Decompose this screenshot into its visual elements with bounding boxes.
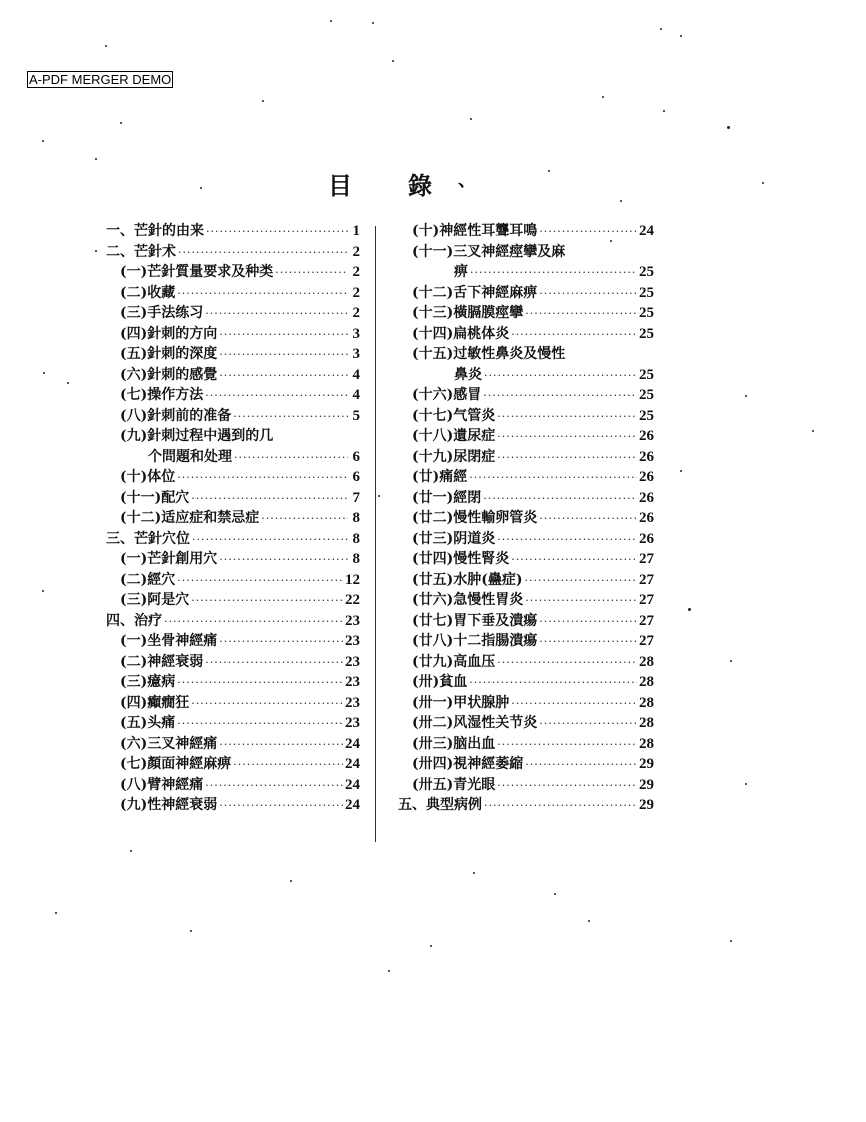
toc-entry-page: 6 — [352, 448, 360, 465]
toc-entry-label: 四、治疗 — [106, 612, 162, 629]
toc-leader-dots — [525, 594, 637, 607]
toc-entry-page: 28 — [639, 653, 654, 670]
toc-leader-dots — [275, 266, 348, 279]
toc-entry-label: (二)神經衰弱 — [120, 653, 204, 670]
toc-entry-page: 23 — [345, 612, 360, 629]
toc-leader-dots — [206, 225, 348, 238]
toc-entry-label: (廿)痛經 — [412, 469, 468, 485]
toc-entry-page: 24 — [345, 776, 360, 793]
toc-entry-page: 2 — [352, 243, 360, 260]
toc-entry — [106, 261, 360, 282]
toc-leader-dots — [261, 512, 348, 525]
toc-entry-page: 26 — [639, 530, 654, 547]
toc-entry — [398, 323, 654, 344]
scan-speck — [95, 250, 97, 252]
toc-entry-label: (廿七)胃下垂及潰瘍 — [412, 612, 538, 629]
toc-entry-page: 25 — [639, 284, 654, 301]
scan-speck — [680, 35, 682, 37]
toc-leader-dots — [219, 553, 348, 566]
toc-entry-label: (九)針刺过程中遇到的几 — [120, 428, 274, 444]
scan-speck — [378, 495, 380, 497]
toc-entry — [398, 507, 654, 528]
toc-leader-dots — [233, 410, 348, 423]
toc-leader-dots — [164, 615, 343, 628]
toc-entry-page: 29 — [639, 776, 654, 793]
toc-entry-label: 三、芒針穴位 — [106, 530, 190, 547]
toc-leader-dots — [525, 307, 637, 320]
toc-entry-page: 4 — [352, 387, 360, 403]
toc-entry-label: (廿一)經閉 — [412, 489, 482, 506]
toc-entry-label: (十八)遺尿症 — [412, 428, 496, 444]
toc-leader-dots — [219, 635, 343, 648]
toc-leader-dots — [234, 451, 348, 464]
toc-entry-page: 24 — [639, 223, 654, 239]
toc-entry-page: 23 — [345, 674, 360, 690]
toc-entry-page: 25 — [639, 387, 654, 403]
toc-entry-label: (八)臂神經痛 — [120, 776, 204, 793]
toc-entry-page: 26 — [639, 448, 654, 465]
toc-entry — [398, 364, 654, 385]
scan-speck — [588, 920, 590, 922]
toc-entry-label: 个問題和处理 — [148, 448, 232, 465]
toc-entry-page: 24 — [345, 756, 360, 772]
scan-speck — [727, 126, 730, 129]
toc-entry-label: (廿九)高血压 — [412, 653, 496, 670]
toc-leader-dots — [219, 799, 343, 812]
scan-speck — [730, 940, 732, 942]
toc-entry-label: (一)芒針創用穴 — [120, 551, 218, 567]
scan-speck — [55, 912, 57, 914]
scan-speck — [762, 182, 764, 184]
toc-leader-dots — [178, 246, 348, 259]
toc-leader-dots — [539, 287, 637, 300]
toc-entry-label: (八)針刺前的准备 — [120, 407, 232, 424]
toc-leader-dots — [191, 697, 343, 710]
toc-entry-page: 3 — [352, 325, 360, 342]
toc-entry — [106, 774, 360, 795]
toc-entry — [398, 384, 654, 405]
toc-entry — [398, 630, 654, 651]
toc-entry — [398, 405, 654, 426]
toc-leader-dots — [511, 697, 637, 710]
scan-speck — [330, 20, 332, 22]
toc-entry-label: (六)三叉神經痛 — [120, 735, 218, 752]
scan-speck — [190, 930, 192, 932]
toc-entry-page: 23 — [345, 633, 360, 649]
scan-speck — [95, 158, 97, 160]
toc-leader-dots — [470, 266, 637, 279]
toc-leader-dots — [469, 471, 637, 484]
toc-entry-page: 22 — [345, 592, 360, 608]
toc-entry — [106, 528, 360, 549]
toc-entry — [398, 343, 654, 364]
toc-entry-label: (十二)适应症和禁忌症 — [120, 510, 260, 526]
toc-entry-page: 28 — [639, 715, 654, 731]
toc-entry-page: 28 — [639, 694, 654, 711]
toc-leader-dots — [483, 492, 637, 505]
scan-speck — [812, 430, 814, 432]
toc-entry-label: (廿二)慢性輸卵管炎 — [412, 510, 538, 526]
toc-entry — [398, 651, 654, 672]
scan-speck — [663, 110, 665, 112]
toc-entry-page: 27 — [639, 592, 654, 608]
toc-leader-dots — [497, 410, 637, 423]
toc-leader-dots — [233, 758, 343, 771]
toc-entry — [398, 487, 654, 508]
toc-leader-dots — [191, 492, 348, 505]
toc-entry — [106, 425, 360, 446]
toc-entry — [106, 630, 360, 651]
scan-speck — [620, 200, 622, 202]
toc-entry — [106, 712, 360, 733]
toc-entry-page: 12 — [345, 571, 360, 588]
scan-speck — [130, 850, 132, 852]
toc-entry-page: 26 — [639, 510, 654, 526]
toc-entry — [398, 753, 654, 774]
toc-leader-dots — [511, 328, 637, 341]
toc-entry-label: (十三)橫膈膜痙攣 — [412, 305, 524, 321]
scan-speck — [745, 395, 747, 397]
toc-entry — [398, 425, 654, 446]
title-mark: 、 — [458, 170, 476, 191]
toc-entry-page: 26 — [639, 428, 654, 444]
scan-speck — [105, 45, 107, 47]
toc-entry-page: 8 — [352, 551, 360, 567]
toc-entry-page: 7 — [352, 489, 360, 506]
toc-entry-label: (卅五)青光眼 — [412, 776, 496, 793]
toc-entry-label: (十九)尿閉症 — [412, 448, 496, 465]
toc-entry — [398, 282, 654, 303]
toc-entry-page: 28 — [639, 674, 654, 690]
toc-entry — [106, 302, 360, 323]
toc-leader-dots — [511, 553, 637, 566]
toc-entry — [398, 671, 654, 692]
scan-speck — [554, 893, 556, 895]
toc-entry — [106, 671, 360, 692]
toc-entry-label: (廿三)阴道炎 — [412, 530, 496, 547]
toc-leader-dots — [192, 533, 348, 546]
title-char-1: 目 — [328, 171, 352, 200]
toc-entry-label: (十六)感冒 — [412, 387, 482, 403]
toc-entry — [398, 692, 654, 713]
toc-leader-dots — [191, 594, 343, 607]
scan-speck — [372, 22, 374, 24]
scan-speck — [290, 880, 292, 882]
toc-entry-label: (廿五)水肿(蠱症) — [412, 571, 523, 588]
column-divider — [375, 226, 376, 842]
toc-entry-page: 2 — [352, 264, 360, 280]
toc-entry-label: 二、芒針术 — [106, 243, 176, 260]
toc-leader-dots — [539, 717, 637, 730]
toc-leader-dots — [219, 328, 348, 341]
toc-entry — [106, 364, 360, 385]
toc-leader-dots — [497, 451, 637, 464]
toc-leader-dots — [469, 676, 637, 689]
toc-leader-dots — [177, 676, 343, 689]
toc-right-column — [398, 220, 654, 815]
scan-speck — [392, 60, 394, 62]
toc-entry — [106, 610, 360, 631]
toc-entry — [398, 548, 654, 569]
toc-entry — [106, 323, 360, 344]
watermark-label: A-PDF MERGER DEMO — [29, 72, 172, 87]
toc-entry-label: (十一)三叉神經痙攣及麻 — [412, 243, 566, 260]
toc-entry — [106, 384, 360, 405]
toc-entry-page: 25 — [639, 325, 654, 342]
scan-speck — [42, 590, 44, 592]
toc-entry-label: (卅四)視神經萎縮 — [412, 756, 524, 772]
toc-entry-page: 26 — [639, 469, 654, 485]
toc-entry — [106, 446, 360, 467]
toc-entry-label: (一)坐骨神經痛 — [120, 633, 218, 649]
toc-entry — [398, 220, 654, 241]
toc-entry — [398, 733, 654, 754]
toc-entry-label: (四)癲癇狂 — [120, 694, 190, 711]
toc-entry-page: 28 — [639, 735, 654, 752]
toc-entry-page: 25 — [639, 366, 654, 383]
scan-speck — [730, 660, 732, 662]
toc-entry — [106, 651, 360, 672]
toc-leader-dots — [483, 389, 637, 402]
toc-entry-page: 5 — [352, 407, 360, 424]
toc-leader-dots — [539, 225, 637, 238]
toc-leader-dots — [219, 348, 348, 361]
toc-leader-dots — [497, 738, 637, 751]
toc-entry-page: 8 — [352, 510, 360, 526]
toc-entry-page: 23 — [345, 653, 360, 670]
toc-entry — [398, 589, 654, 610]
toc-entry-page: 4 — [352, 366, 360, 383]
toc-leader-dots — [205, 389, 348, 402]
toc-entry-page: 6 — [352, 469, 360, 485]
toc-leader-dots — [497, 779, 637, 792]
toc-entry-label: 一、芒針的由来 — [106, 223, 204, 239]
toc-entry-label: (廿四)慢性腎炎 — [412, 551, 510, 567]
toc-entry-page: 2 — [352, 284, 360, 301]
toc-entry-page: 27 — [639, 633, 654, 649]
toc-entry-page: 23 — [345, 694, 360, 711]
toc-entry-label: (六)針刺的感覺 — [120, 366, 218, 383]
scan-speck — [602, 96, 604, 98]
scan-speck — [262, 100, 264, 102]
title-char-2: 錄 — [408, 171, 432, 200]
toc-leader-dots — [539, 512, 637, 525]
toc-entry-label: (五)头痛 — [120, 715, 176, 731]
toc-entry-page: 1 — [352, 223, 360, 239]
scan-speck — [430, 945, 432, 947]
toc-entry — [106, 507, 360, 528]
toc-entry — [398, 794, 654, 815]
toc-entry — [106, 343, 360, 364]
toc-entry-label: (四)針刺的方向 — [120, 325, 218, 342]
scan-speck — [610, 240, 612, 242]
scan-speck — [660, 28, 662, 30]
toc-entry-page: 3 — [352, 346, 360, 362]
toc-leader-dots — [177, 717, 343, 730]
toc-entry-page: 27 — [639, 551, 654, 567]
toc-leader-dots — [205, 656, 343, 669]
toc-entry-page: 27 — [639, 612, 654, 629]
toc-entry-page: 29 — [639, 756, 654, 772]
toc-entry-label: (一)芒針質量要求及种类 — [120, 264, 274, 280]
toc-leader-dots — [177, 287, 348, 300]
toc-entry — [106, 466, 360, 487]
toc-entry — [106, 692, 360, 713]
toc-entry-label: (三)癔病 — [120, 674, 176, 690]
toc-entry — [106, 589, 360, 610]
toc-leader-dots — [205, 307, 348, 320]
toc-leader-dots — [525, 758, 637, 771]
toc-entry — [106, 753, 360, 774]
toc-entry-label: (九)性神經衰弱 — [120, 797, 218, 813]
toc-leader-dots — [497, 430, 637, 443]
toc-leader-dots — [219, 369, 348, 382]
scan-speck — [548, 170, 550, 172]
scan-speck — [470, 118, 472, 120]
scan-speck — [120, 122, 122, 124]
toc-entry-label: (十一)配穴 — [120, 489, 190, 506]
toc-leader-dots — [484, 799, 637, 812]
toc-entry — [398, 569, 654, 590]
toc-entry-label: (卅二)风湿性关节炎 — [412, 715, 538, 731]
toc-entry-label: 鼻炎 — [454, 366, 482, 383]
toc-entry — [106, 220, 360, 241]
scan-speck — [388, 970, 390, 972]
toc-entry — [106, 487, 360, 508]
toc-entry-page: 25 — [639, 305, 654, 321]
toc-entry-page: 2 — [352, 305, 360, 321]
scan-speck — [200, 187, 202, 189]
toc-leader-dots — [219, 738, 343, 751]
toc-entry — [398, 466, 654, 487]
toc-leader-dots — [177, 574, 343, 587]
toc-entry-label: (廿八)十二指腸潰瘍 — [412, 633, 538, 649]
toc-entry-label: (三)手法练习 — [120, 305, 204, 321]
toc-entry-label: (三)阿是穴 — [120, 592, 190, 608]
toc-entry-page: 26 — [639, 489, 654, 506]
toc-entry-label: (七)操作方法 — [120, 387, 204, 403]
scan-speck — [67, 382, 69, 384]
toc-entry-page: 24 — [345, 797, 360, 813]
toc-entry-label: (二)收藏 — [120, 284, 176, 301]
toc-entry-label: (十)体位 — [120, 469, 176, 485]
toc-entry — [106, 548, 360, 569]
toc-entry-page: 23 — [345, 715, 360, 731]
toc-entry-label: 五、典型病例 — [398, 797, 482, 813]
toc-entry — [106, 733, 360, 754]
toc-leader-dots — [539, 615, 637, 628]
scan-speck — [42, 140, 44, 142]
toc-entry-page: 25 — [639, 407, 654, 424]
toc-entry — [398, 528, 654, 549]
toc-entry-page: 25 — [639, 264, 654, 280]
toc-entry — [106, 282, 360, 303]
toc-entry-page: 8 — [352, 530, 360, 547]
toc-entry-label: (卅)貧血 — [412, 674, 468, 690]
toc-entry-label: (十七)气管炎 — [412, 407, 496, 424]
scan-speck — [688, 608, 691, 611]
toc-entry-page: 24 — [345, 735, 360, 752]
toc-entry-label: (廿六)急慢性胃炎 — [412, 592, 524, 608]
toc-entry-label: (十二)舌下神經麻痹 — [412, 284, 538, 301]
toc-entry — [398, 302, 654, 323]
toc-entry — [106, 241, 360, 262]
toc-leader-dots — [177, 471, 348, 484]
scan-speck — [680, 470, 682, 472]
toc-leader-dots — [525, 574, 638, 587]
toc-entry-label: (十)神經性耳聾耳鳴 — [412, 223, 538, 239]
toc-leader-dots — [205, 779, 343, 792]
toc-entry-label: (卅一)甲状腺肿 — [412, 694, 510, 711]
toc-entry — [398, 774, 654, 795]
toc-entry — [398, 610, 654, 631]
scan-speck — [745, 783, 747, 785]
toc-entry — [398, 712, 654, 733]
toc-entry-page: 29 — [639, 797, 654, 813]
toc-entry — [398, 261, 654, 282]
toc-entry — [106, 794, 360, 815]
toc-entry — [106, 405, 360, 426]
toc-entry — [398, 241, 654, 262]
toc-entry — [106, 569, 360, 590]
toc-leader-dots — [539, 635, 637, 648]
toc-entry-label: (十四)扁桃体炎 — [412, 325, 510, 342]
toc-entry — [398, 446, 654, 467]
toc-entry-label: (十五)过敏性鼻炎及慢性 — [412, 346, 566, 362]
scan-speck — [473, 872, 475, 874]
scan-speck — [43, 372, 45, 374]
toc-entry-label: (二)經穴 — [120, 571, 176, 588]
toc-leader-dots — [497, 533, 637, 546]
toc-left-column — [106, 220, 360, 815]
toc-leader-dots — [484, 369, 637, 382]
toc-entry-label: (卅三)脑出血 — [412, 735, 496, 752]
toc-leader-dots — [497, 656, 637, 669]
toc-entry-label: 痹 — [454, 264, 468, 280]
toc-entry-label: (五)針刺的深度 — [120, 346, 218, 362]
toc-entry-page: 27 — [639, 571, 654, 588]
toc-entry-label: (七)顏面神經麻痹 — [120, 756, 232, 772]
